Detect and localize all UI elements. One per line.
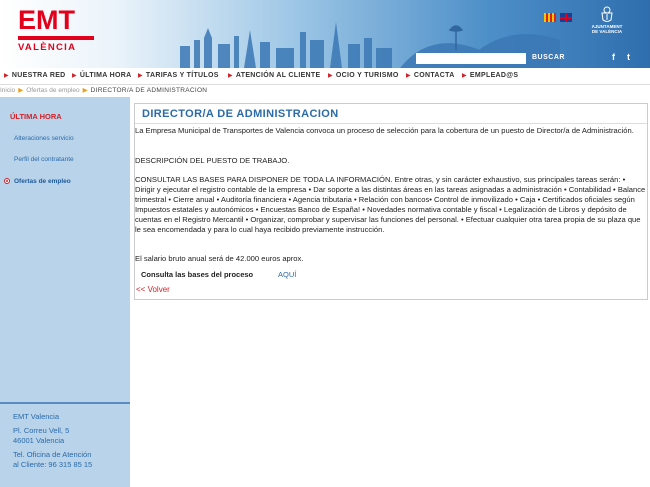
emt-logo[interactable]: EMT (18, 5, 75, 35)
valencian-flag-icon[interactable] (544, 13, 556, 22)
facebook-icon[interactable]: f (612, 52, 615, 62)
logo-city[interactable]: VALÈNCIA (18, 42, 77, 53)
breadcrumb-home[interactable]: Inicio (0, 87, 16, 94)
nav-arrow-icon: ▶ (228, 73, 233, 79)
job-offer-panel (134, 103, 648, 300)
nav-arrow-icon: ▶ (72, 73, 77, 79)
logo-bar (18, 36, 94, 40)
breadcrumb-parent[interactable]: Ofertas de empleo (26, 87, 80, 94)
nav-item-tarifas[interactable] (138, 72, 219, 79)
nav-item-ultima-hora[interactable] (72, 72, 131, 79)
address-street: Pl. Correu Vell, 5 (13, 426, 70, 435)
city-crest-icon (599, 6, 615, 22)
nav-arrow-icon: ▶ (406, 73, 411, 79)
breadcrumb (0, 86, 207, 96)
description-heading: DESCRIPCIÓN DEL PUESTO DE TRABAJO. (135, 156, 290, 165)
site-header (0, 0, 650, 68)
title-divider (135, 123, 647, 124)
english-flag-icon[interactable] (560, 13, 572, 22)
sidebar-item-perfil-contratante[interactable]: Perfil del contratante (14, 156, 74, 163)
sidebar-divider (0, 402, 130, 404)
language-selector (544, 13, 574, 22)
sidebar (0, 97, 130, 487)
nav-arrow-icon: ▶ (328, 73, 333, 79)
back-link[interactable]: << Volver (136, 285, 170, 294)
nav-item-empleados[interactable] (462, 72, 518, 79)
nav-item-ocio-turismo[interactable] (328, 72, 399, 79)
nav-label: NUESTRA RED (11, 72, 66, 79)
bases-label: Consulta las bases del proceso (141, 270, 254, 279)
bases-link[interactable]: AQUÍ (278, 270, 297, 279)
nav-item-atencion-cliente[interactable] (228, 72, 320, 79)
nav-arrow-icon: ▶ (4, 73, 9, 79)
nav-label: ATENCIÓN AL CLIENTE (235, 72, 321, 79)
nav-label: CONTACTA (413, 72, 455, 79)
sidebar-item-alteraciones[interactable]: Alteraciones servicio (14, 135, 74, 142)
intro-paragraph: La Empresa Municipal de Transportes de Valencia convoca un proceso de selección para la cobertura de un puesto de Director/a de Administración. (135, 126, 634, 135)
active-bullet-icon (4, 178, 10, 184)
salary-text: El salario bruto anual será de 42.000 euros aprox. (135, 254, 304, 263)
search-input[interactable] (416, 53, 526, 64)
nav-arrow-icon: ▶ (138, 73, 143, 79)
twitter-icon[interactable]: t (627, 52, 630, 62)
address-name: EMT Valencia (13, 412, 59, 421)
sidebar-title: ÚLTIMA HORA (10, 112, 62, 121)
breadcrumb-arrow-icon: ▶ (18, 87, 24, 94)
main-navigation (0, 68, 650, 85)
nav-item-nuestra-red[interactable] (4, 72, 66, 79)
nav-label: ÚLTIMA HORA (79, 72, 132, 79)
breadcrumb-arrow-icon: ▶ (82, 87, 88, 94)
search-button[interactable]: BUSCAR (532, 54, 565, 61)
ajuntament-logo[interactable] (586, 6, 628, 34)
ajuntament-line2: DE VALÈNCIA (591, 29, 623, 34)
page-title: DIRECTOR/A DE ADMINISTRACION (142, 108, 339, 120)
nav-label: EMPLEAD@S (469, 72, 519, 79)
tasks-paragraph: CONSULTAR LAS BASES PARA DISPONER DE TODA LA INFORMACIÓN. Entre otras, y sin carácter exhaustivo, sus principales tareas serán: • Dirigir y ejecutar el registro contable de la empresa • Dar soporte a las distintas áreas en las tareas asignadas a administración • Contabilidad • Balance trimestral • Cierre anual • Auditoría financiera • Agencia tributaria • Relación con bancos• Control de inmovilizado • Caja • Certificados oficiales según Impuestos estatales y autonómicos • Encuestas Banco de España! • Novedades normativa contable y fiscal • Legalización de Libros y depósito de cuentas en el Registro Mercantil • Organizar, comprobar y supervisar las funciones del personal. • Efectuar cualquier otra tarea propia de su plaza que le sea encomendada y para lo cual haya recibido previamente instrucción. (135, 175, 646, 234)
nav-label: OCIO Y TURISMO (335, 72, 399, 79)
address-phone: al Cliente: 96 315 85 15 (13, 460, 93, 469)
nav-item-contacta[interactable] (406, 72, 455, 79)
ajuntament-line1: AJUNTAMENT (591, 24, 623, 29)
breadcrumb-current: DIRECTOR/A DE ADMINISTRACION (90, 87, 208, 94)
sidebar-item-ofertas-empleo[interactable]: Ofertas de empleo (14, 178, 71, 185)
nav-label: TARIFAS Y TÍTULOS (145, 72, 219, 79)
address-phone-label: Tel. Oficina de Atención (13, 450, 92, 459)
nav-arrow-icon: ▶ (462, 73, 467, 79)
address-city: 46001 Valencia (13, 436, 65, 445)
